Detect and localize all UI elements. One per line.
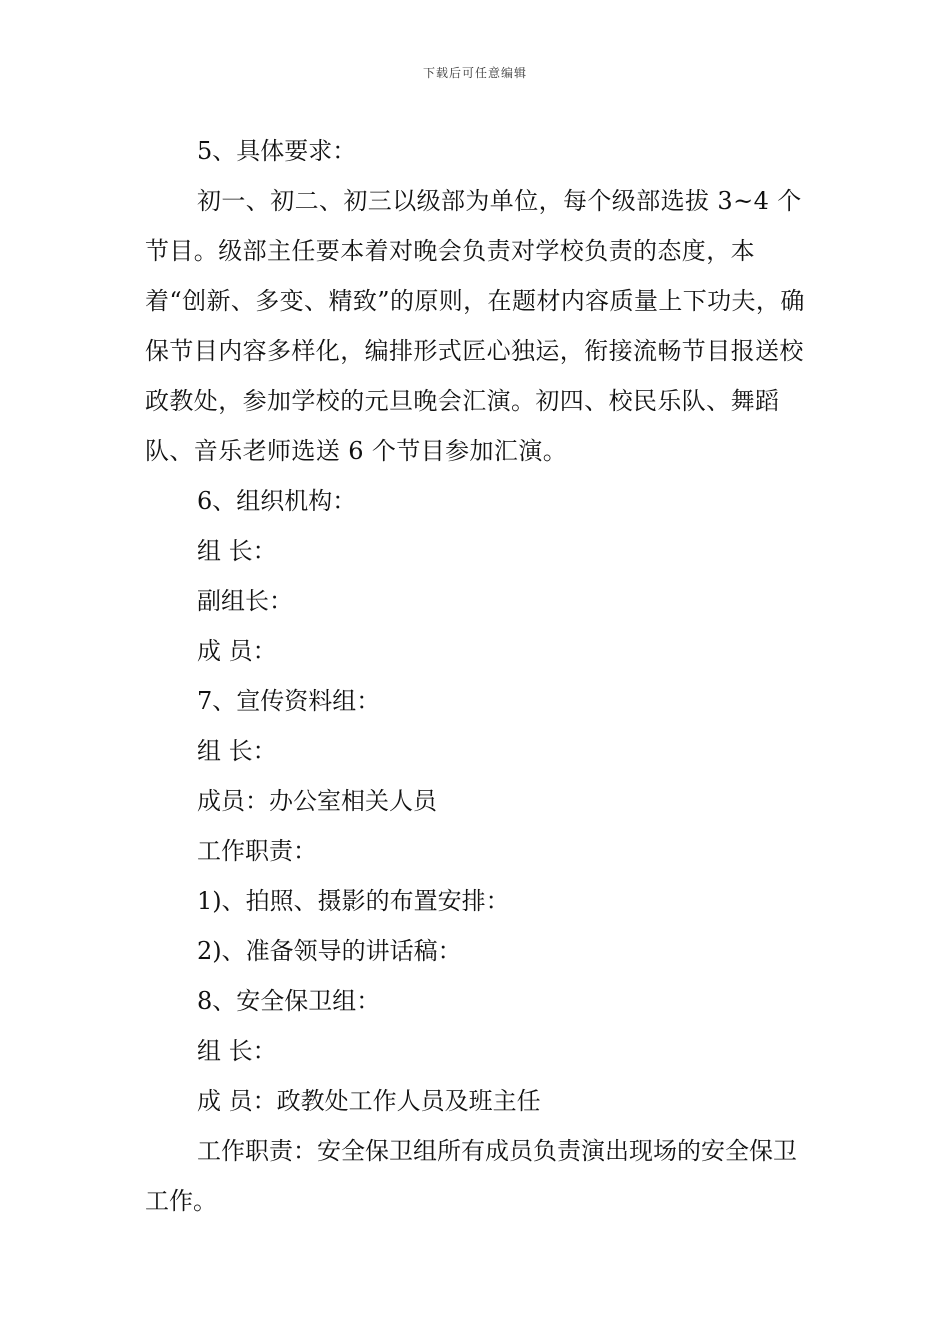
document-body [145,126,810,1226]
page-header: 下载后可任意编辑 [422,66,527,80]
security-leader-line: 组 长： [197,1037,277,1065]
section-5-paragraph: 初一、初二、初三以级部为单位，每个级部选拔 3~4 个节目。级部主任要本着对晚会负责对学校负责的态度，本着“创新、多变、精致”的原则，在题材内容质量上下功夫，确保节目内容多样化，编排形式匠心独运，衔接流畅节目报送校政教处，参加学校的元旦晚会汇演。初四、校民乐队、舞蹈队、音乐老师选送 6 个节目参加汇演。 [145,187,805,465]
deputy-leader-line: 副组长： [197,587,293,615]
publicity-duty-1: 1)、拍照、摄影的布置安排： [197,887,510,915]
publicity-leader-line: 组 长： [197,737,277,765]
publicity-members-line: 成员：办公室相关人员 [197,787,437,815]
security-members-line: 成 员：政教处工作人员及班主任 [197,1087,541,1115]
group-leader-line: 组 长： [197,537,277,565]
members-line: 成 员： [197,637,277,665]
section-8-heading: 8、安全保卫组： [197,987,381,1015]
section-7-heading: 7、宣传资料组： [197,687,381,715]
security-duties-paragraph: 工作职责：安全保卫组所有成员负责演出现场的安全保卫工作。 [145,1137,797,1215]
publicity-duties-heading: 工作职责： [197,837,317,865]
section-5-heading: 5、具体要求： [197,137,357,165]
publicity-duty-2: 2)、准备领导的讲话稿： [197,937,462,965]
section-6-heading: 6、组织机构： [197,487,357,515]
